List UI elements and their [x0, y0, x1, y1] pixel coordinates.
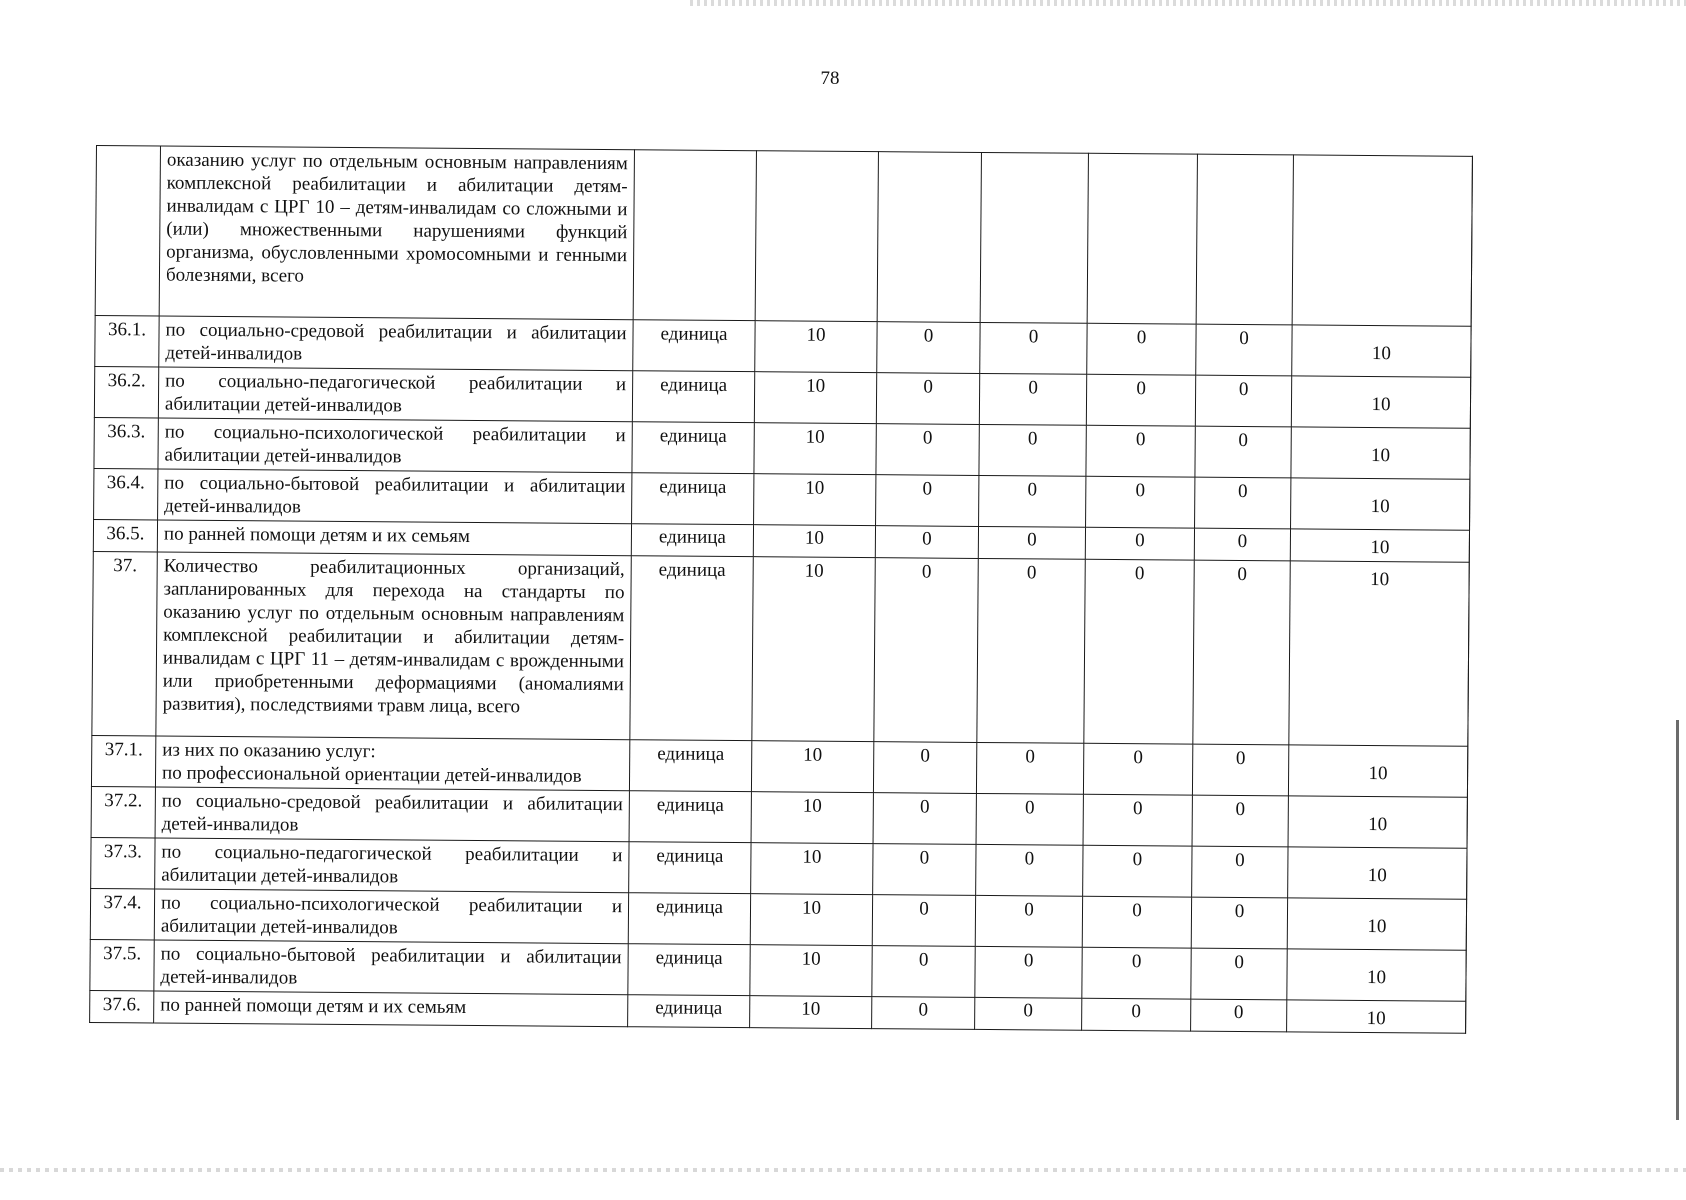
value-cell-3: 0 — [978, 526, 1085, 559]
value-cell-6: 10 — [1288, 796, 1467, 848]
unit-cell: единица — [629, 842, 751, 894]
value-cell-6: 10 — [1292, 325, 1471, 377]
value-cell-2: 0 — [873, 844, 976, 896]
value-cell-3: 0 — [975, 997, 1082, 1030]
unit-cell: единица — [629, 791, 751, 843]
value-cell-6: 10 — [1288, 847, 1467, 899]
value-cell-1: 10 — [751, 741, 873, 793]
value-cell-2: 0 — [872, 997, 975, 1030]
row-number-cell: 36.2. — [94, 366, 158, 418]
description-text: по социально-педагогической реабилитации и абилитации детей-инвалидов — [161, 841, 623, 888]
value-cell-6: 10 — [1287, 949, 1466, 1001]
indicator-table-wrapper — [89, 145, 1472, 1034]
value-cell-2: 0 — [872, 895, 975, 947]
indicator-description-cell — [159, 146, 634, 320]
value-cell-2: 0 — [876, 373, 979, 425]
value-cell-4: 0 — [1082, 896, 1191, 948]
value-cell-5: 0 — [1191, 999, 1287, 1032]
description-text: оказанию услуг по отдельным основным направлениям комплексной реабилитации и абилитации детям-инвалидам с ЦРГ 10 – детям-инвалидам со сложными и (или) множественными нарушениями функций организма, обусловленными хромосомными и генными болезнями, всего — [165, 149, 628, 287]
value-cell-3 — [980, 152, 1088, 323]
unit-cell: единица — [628, 893, 750, 945]
row-number-cell: 36.3. — [94, 417, 158, 469]
indicator-description-cell — [154, 991, 628, 1027]
value-cell-4: 0 — [1086, 425, 1195, 477]
unit-cell: единица — [632, 422, 754, 474]
value-cell-2: 0 — [874, 558, 978, 743]
description-text: по социально-психологической реабилитации и абилитации детей-инвалидов — [160, 892, 623, 939]
value-cell-3: 0 — [976, 844, 1083, 896]
value-cell-4: 0 — [1082, 998, 1191, 1031]
scan-edge-bottom — [0, 1168, 1686, 1172]
value-cell-6: 10 — [1291, 376, 1470, 428]
indicator-description-cell — [156, 552, 631, 740]
indicator-description-cell — [154, 889, 628, 944]
value-cell-4: 0 — [1086, 374, 1195, 426]
unit-cell: единица — [632, 371, 754, 423]
page-number: 78 — [820, 68, 840, 89]
value-cell-5: 0 — [1191, 948, 1287, 1000]
unit-cell: единица — [628, 944, 750, 996]
indicator-description-cell — [155, 838, 629, 893]
value-cell-1 — [755, 151, 878, 322]
value-cell-3: 0 — [977, 558, 1085, 743]
unit-cell: единица — [628, 995, 750, 1028]
value-cell-4: 0 — [1084, 559, 1194, 744]
value-cell-5: 0 — [1195, 375, 1291, 427]
description-text: по социально-психологической реабилитации и абилитации детей-инвалидов — [164, 421, 626, 468]
unit-cell — [633, 150, 756, 321]
row-number-cell: 37.4. — [90, 888, 154, 940]
indicator-description-cell — [155, 787, 629, 842]
scan-edge-top — [690, 0, 1686, 6]
value-cell-2: 0 — [875, 526, 978, 559]
description-text: по социально-средовой реабилитации и абилитации детей-инвалидов — [165, 319, 627, 365]
description-text: по ранней помощи детям и их семьям — [160, 994, 467, 1018]
description-text: по профессиональной ориентации детей-инвалидов — [161, 762, 582, 787]
value-cell-5: 0 — [1192, 846, 1288, 898]
value-cell-5: 0 — [1192, 744, 1288, 796]
value-cell-1: 10 — [755, 321, 877, 373]
value-cell-4: 0 — [1083, 743, 1192, 795]
value-cell-5: 0 — [1192, 795, 1288, 847]
indicator-description-cell — [158, 418, 632, 473]
row-number-cell: 37.5. — [90, 939, 154, 991]
value-cell-3: 0 — [975, 895, 1082, 947]
value-cell-3: 0 — [980, 322, 1087, 374]
unit-cell: единица — [631, 524, 753, 557]
value-cell-6 — [1292, 155, 1472, 326]
indicator-table — [89, 145, 1473, 1034]
value-cell-3: 0 — [979, 424, 1086, 476]
unit-cell: единица — [630, 556, 753, 741]
value-cell-1: 10 — [750, 894, 872, 946]
value-cell-4: 0 — [1083, 794, 1192, 846]
value-cell-2: 0 — [873, 742, 976, 794]
value-cell-5: 0 — [1196, 324, 1292, 376]
unit-cell: единица — [629, 740, 751, 792]
row-number-cell: 37. — [92, 551, 157, 735]
row-number-cell: 37.1. — [91, 735, 155, 787]
value-cell-4: 0 — [1083, 845, 1192, 897]
value-cell-5: 0 — [1195, 426, 1291, 478]
table-row — [95, 146, 1472, 327]
value-cell-4 — [1087, 153, 1197, 324]
scan-edge-right — [1676, 720, 1679, 1120]
value-cell-3: 0 — [975, 946, 1082, 998]
value-cell-6: 10 — [1288, 745, 1467, 797]
value-cell-6: 10 — [1291, 478, 1470, 530]
value-cell-6: 10 — [1287, 1000, 1466, 1033]
row-number-cell: 36.1. — [95, 315, 159, 367]
value-cell-6: 10 — [1287, 898, 1466, 950]
row-number-cell: 37.3. — [91, 837, 155, 889]
indicator-description-cell — [155, 736, 629, 791]
value-cell-5: 0 — [1194, 528, 1290, 561]
description-text: по социально-бытовой реабилитации и абилитации детей-инвалидов — [160, 943, 622, 989]
value-cell-5 — [1196, 154, 1293, 325]
row-number-cell: 37.2. — [91, 786, 155, 838]
description-intro-line: из них по оказанию услуг: — [162, 739, 376, 763]
value-cell-5: 0 — [1191, 897, 1287, 949]
value-cell-1: 10 — [751, 843, 873, 895]
value-cell-3: 0 — [979, 373, 1086, 425]
value-cell-6: 10 — [1289, 561, 1469, 746]
value-cell-2: 0 — [877, 322, 980, 374]
value-cell-1: 10 — [752, 557, 875, 742]
value-cell-1: 10 — [754, 372, 876, 424]
row-number-cell: 37.6. — [90, 990, 154, 1023]
value-cell-1: 10 — [754, 474, 876, 526]
value-cell-6: 10 — [1291, 427, 1470, 479]
value-cell-5: 0 — [1195, 477, 1291, 529]
value-cell-2: 0 — [872, 946, 975, 998]
value-cell-5: 0 — [1193, 560, 1290, 745]
value-cell-4: 0 — [1082, 947, 1191, 999]
value-cell-2: 0 — [876, 475, 979, 527]
row-number-cell: 36.5. — [93, 519, 157, 552]
value-cell-1: 10 — [750, 996, 872, 1029]
description-text: Количество реабилитационных организаций, запланированных для перехода на стандарты по оказанию услуг по отдельным основным направлениям комплексной реабилитации и абилитации детям-инвалидам с ЦРГ 11 – детям-инвалидам с врожденными или приобретенными деформациями (аномалиями развития), последствиями травм лица, всего — [162, 555, 625, 718]
value-cell-3: 0 — [976, 742, 1083, 794]
value-cell-4: 0 — [1087, 323, 1196, 375]
value-cell-6: 10 — [1290, 529, 1469, 562]
indicator-description-cell — [158, 367, 632, 422]
value-cell-2: 0 — [873, 793, 976, 845]
description-text: по социально-педагогической реабилитации и абилитации детей-инвалидов — [164, 370, 627, 417]
table-row — [92, 551, 1469, 746]
description-text: по социально-бытовой реабилитации и абилитации детей-инвалидов — [164, 472, 626, 518]
unit-cell: единица — [632, 473, 754, 525]
value-cell-1: 10 — [750, 945, 872, 997]
description-text: по социально-средовой реабилитации и абилитации детей-инвалидов — [161, 790, 623, 836]
indicator-description-cell — [154, 940, 628, 995]
value-cell-1: 10 — [754, 423, 876, 475]
value-cell-4: 0 — [1085, 527, 1194, 560]
indicator-description-cell — [159, 316, 633, 371]
value-cell-3: 0 — [976, 793, 1083, 845]
value-cell-2 — [877, 152, 981, 323]
value-cell-3: 0 — [979, 475, 1086, 527]
row-number-cell: 36.4. — [94, 468, 158, 520]
row-number-cell — [95, 146, 160, 316]
value-cell-1: 10 — [753, 525, 875, 558]
indicator-description-cell — [157, 520, 631, 556]
table-body — [90, 146, 1473, 1034]
unit-cell: единица — [633, 320, 755, 372]
description-text: по ранней помощи детям и их семьям — [163, 523, 470, 547]
value-cell-1: 10 — [751, 792, 873, 844]
indicator-description-cell — [158, 469, 632, 524]
value-cell-4: 0 — [1086, 476, 1195, 528]
value-cell-2: 0 — [876, 424, 979, 476]
